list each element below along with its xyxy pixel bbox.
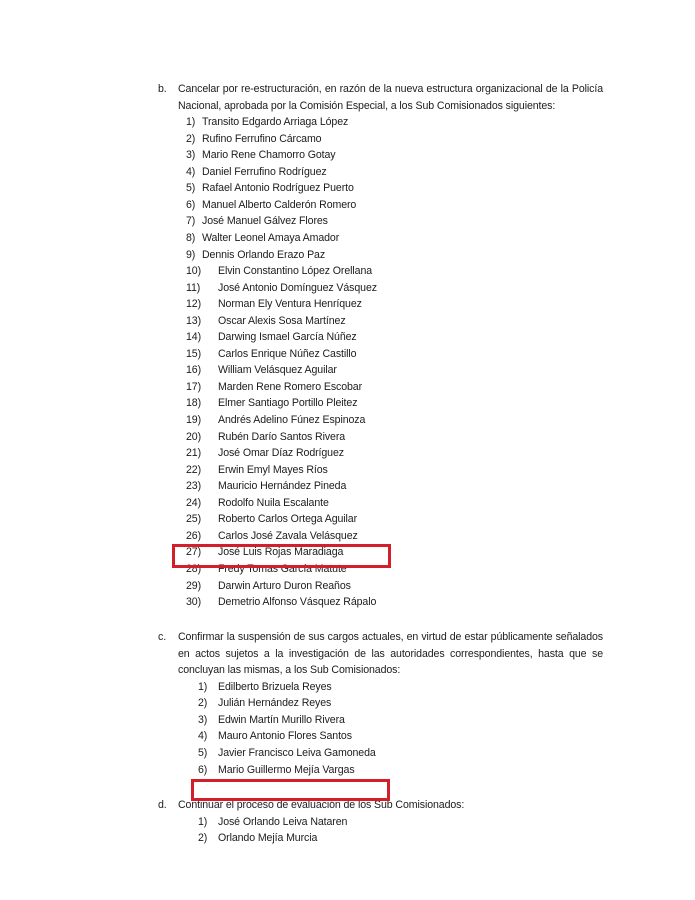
- list-item-name: Mario Guillermo Mejía Vargas: [218, 763, 355, 776]
- list-item-name: Marden Rene Romero Escobar: [218, 380, 363, 393]
- section-c-text: Confirmar la suspensión de sus cargos actuales, en virtud de estar públicamente señalados en actos sujetos a la investigación de las autoridades correspondientes, hasta que se concluyan las mismas, a los Sub Comisionados:: [178, 631, 603, 677]
- list-item: [158, 313, 603, 330]
- list-item-number: 11): [186, 281, 201, 294]
- list-item: [158, 346, 603, 363]
- list-item-number: 7): [186, 215, 196, 228]
- list-item-number: 20): [186, 430, 202, 443]
- section-b-list: [158, 114, 603, 610]
- list-item-name: Elmer Santiago Portillo Pleitez: [218, 397, 358, 410]
- list-item-number: 29): [186, 579, 202, 592]
- list-item: [158, 197, 603, 214]
- list-item-name: Fredy Tomas García Matute: [218, 562, 347, 575]
- list-item-number: 8): [186, 232, 196, 245]
- list-item-number: 2): [198, 832, 208, 845]
- list-item-number: 15): [186, 347, 202, 360]
- list-item: [158, 429, 603, 446]
- list-item: [158, 280, 603, 297]
- list-item-name: Darwing Ismael García Núñez: [218, 331, 357, 344]
- list-item-number: 4): [198, 730, 208, 743]
- list-item: [158, 728, 603, 745]
- section-b: [158, 81, 603, 611]
- list-item-number: 13): [186, 314, 202, 327]
- list-item-number: 1): [198, 815, 208, 828]
- list-item-number: 21): [186, 447, 202, 460]
- list-item-number: 22): [186, 463, 202, 476]
- list-item-number: 23): [186, 480, 202, 493]
- list-item-name: Julián Hernández Reyes: [218, 697, 332, 710]
- list-item-number: 16): [186, 364, 202, 377]
- section-c-list: [158, 679, 603, 778]
- list-item-name: José Omar Díaz Rodríguez: [218, 447, 344, 460]
- list-item-number: 6): [186, 198, 196, 211]
- section-d-text: Continuar el proceso de evaluación de los Sub Comisionados:: [178, 799, 465, 811]
- list-item-name: Erwin Emyl Mayes Ríos: [218, 463, 328, 476]
- list-item-name: Orlando Mejía Murcia: [218, 832, 318, 845]
- list-item: [158, 247, 603, 264]
- list-item-name: William Velásquez Aguilar: [218, 364, 337, 377]
- list-item-number: 5): [198, 746, 208, 759]
- list-item-name: Mario Rene Chamorro Gotay: [202, 149, 336, 162]
- list-item-name: Manuel Alberto Calderón Romero: [202, 198, 357, 211]
- list-item-name: José Manuel Gálvez Flores: [202, 215, 328, 228]
- section-d-paragraph: [158, 797, 603, 814]
- list-item: [158, 362, 603, 379]
- list-item-name: Daniel Ferrufino Rodríguez: [202, 165, 327, 178]
- list-item-name: José Luis Rojas Maradiaga: [218, 546, 344, 559]
- section-c: [158, 629, 603, 778]
- list-item-name: Norman Ely Ventura Henríquez: [218, 298, 362, 311]
- list-item: [158, 164, 603, 181]
- list-item-name: Andrés Adelino Fúnez Espinoza: [218, 414, 366, 427]
- section-b-letter: b.: [158, 83, 167, 95]
- list-item-name: Mauricio Hernández Pineda: [218, 480, 347, 493]
- list-item-name: José Orlando Leiva Nataren: [218, 815, 348, 828]
- list-item: [158, 745, 603, 762]
- list-item-number: 12): [186, 298, 202, 311]
- section-b-text: Cancelar por re-estructuración, en razón de la nueva estructura organizacional de la Policía Nacional, aprobada por la Comisión Especial, a los Sub Comisionados siguientes:: [178, 83, 603, 112]
- list-item-name: Javier Francisco Leiva Gamoneda: [218, 746, 376, 759]
- list-item-number: 24): [186, 496, 202, 509]
- list-item: [158, 445, 603, 462]
- list-item-number: 2): [186, 132, 196, 145]
- list-item-number: 10): [186, 265, 202, 278]
- list-item-name: Elvin Constantino López Orellana: [218, 265, 373, 278]
- list-item: [158, 578, 603, 595]
- section-d: [158, 797, 603, 847]
- section-c-paragraph: [158, 629, 603, 679]
- list-item-name: Edilberto Brizuela Reyes: [218, 680, 332, 693]
- list-item: [158, 379, 603, 396]
- list-item-number: 26): [186, 529, 202, 542]
- list-item-name: Carlos Enrique Núñez Castillo: [218, 347, 357, 360]
- list-item: [158, 114, 603, 131]
- list-item-name: Rufino Ferrufino Cárcamo: [202, 132, 322, 145]
- list-item: [158, 395, 603, 412]
- list-item: [158, 594, 603, 611]
- list-item: [158, 213, 603, 230]
- list-item-number: 27): [186, 546, 202, 559]
- list-item: [158, 814, 603, 831]
- list-item-name: Rafael Antonio Rodríguez Puerto: [202, 182, 354, 195]
- list-item: [158, 679, 603, 696]
- list-item-number: 6): [198, 763, 208, 776]
- list-item-number: 3): [198, 713, 208, 726]
- list-item: [158, 528, 603, 545]
- list-item-number: 30): [186, 596, 202, 609]
- list-item-name: Edwin Martín Murillo Rivera: [218, 713, 345, 726]
- list-item: [158, 561, 603, 578]
- list-item: [158, 412, 603, 429]
- list-item: [158, 712, 603, 729]
- list-item: [158, 147, 603, 164]
- list-item: [158, 478, 603, 495]
- list-item-name: Dennis Orlando Erazo Paz: [202, 248, 326, 261]
- list-item: [158, 830, 603, 847]
- section-b-paragraph: [158, 81, 603, 114]
- list-item: [158, 230, 603, 247]
- list-item-name: Oscar Alexis Sosa Martínez: [218, 314, 346, 327]
- list-item-name: José Antonio Domínguez Vásquez: [218, 281, 377, 294]
- list-item: [158, 462, 603, 479]
- list-item-name: Carlos José Zavala Velásquez: [218, 529, 358, 542]
- list-item-number: 2): [198, 697, 208, 710]
- list-item-number: 19): [186, 414, 202, 427]
- list-item: [158, 762, 603, 779]
- list-item: [158, 511, 603, 528]
- section-d-letter: d.: [158, 799, 167, 811]
- list-item-name: Walter Leonel Amaya Amador: [202, 232, 340, 245]
- list-item-number: 5): [186, 182, 196, 195]
- list-item: [158, 263, 603, 280]
- list-item: [158, 495, 603, 512]
- list-item-number: 3): [186, 149, 196, 162]
- list-item-number: 18): [186, 397, 202, 410]
- list-item-number: 1): [186, 116, 196, 129]
- section-d-list: [158, 814, 603, 847]
- list-item-name: Rodolfo Nuila Escalante: [218, 496, 329, 509]
- list-item: [158, 329, 603, 346]
- list-item-name: Darwin Arturo Duron Reaños: [218, 579, 351, 592]
- list-item-name: Transito Edgardo Arriaga López: [202, 116, 349, 129]
- list-item-number: 9): [186, 248, 196, 261]
- list-item: [158, 180, 603, 197]
- list-item-number: 28): [186, 562, 202, 575]
- list-item: [158, 131, 603, 148]
- list-item-number: 14): [186, 331, 202, 344]
- list-item: [158, 296, 603, 313]
- list-item-name: Demetrio Alfonso Vásquez Rápalo: [218, 596, 377, 609]
- list-item: [158, 695, 603, 712]
- list-item-number: 17): [186, 380, 202, 393]
- list-item: [158, 544, 603, 561]
- list-item-number: 1): [198, 680, 208, 693]
- list-item-number: 25): [186, 513, 202, 526]
- section-c-letter: c.: [158, 631, 167, 643]
- list-item-name: Roberto Carlos Ortega Aguilar: [218, 513, 358, 526]
- list-item-name: Mauro Antonio Flores Santos: [218, 730, 352, 743]
- list-item-number: 4): [186, 165, 196, 178]
- list-item-name: Rubén Darío Santos Rivera: [218, 430, 346, 443]
